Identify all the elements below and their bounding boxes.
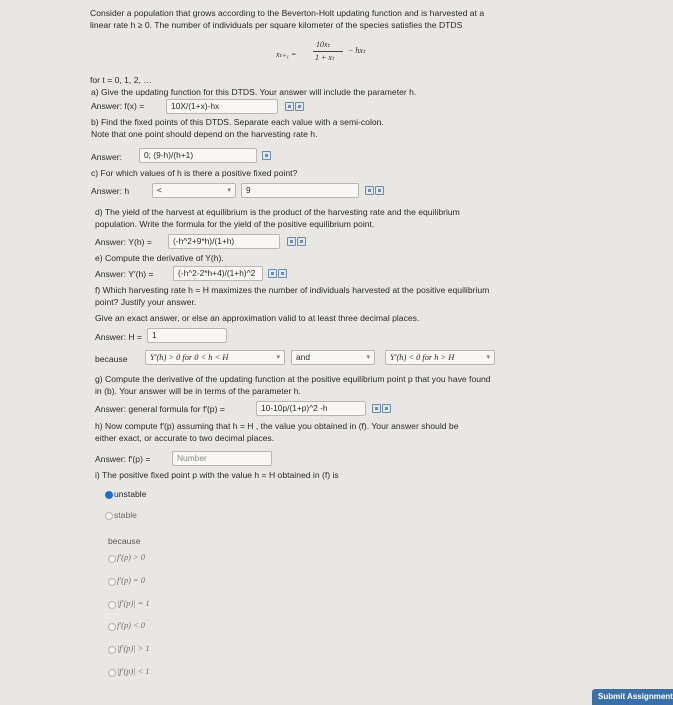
answer-e-input[interactable]: (-h^2-2*h+4)/(1+h)^2 xyxy=(173,266,263,281)
equation-lhs: xₜ₊₁ = xyxy=(276,50,297,59)
answer-f-input[interactable]: 1 xyxy=(147,328,227,343)
answer-c-relation-select[interactable] xyxy=(152,183,236,198)
answer-h-input[interactable]: Number xyxy=(172,451,272,466)
preview-icon[interactable] xyxy=(285,102,294,111)
justification-connector-select[interactable] xyxy=(291,350,375,365)
reason-label-1: f′(p) > 0 xyxy=(117,553,145,562)
answer-b-input[interactable]: 0; (9-h)/(h+1) xyxy=(139,148,257,163)
question-g: g) Compute the derivative of the updating function at the positive equilibrium point p that you have found xyxy=(95,374,491,384)
reason-radio-4[interactable] xyxy=(108,623,116,631)
radio-unstable-label: unstable xyxy=(114,489,147,499)
answer-c-label: Answer: h xyxy=(91,186,130,196)
equation-fraction-bar xyxy=(313,51,343,52)
submit-assignment-button[interactable]: Submit Assignment xyxy=(592,689,673,705)
reason-radio-3[interactable] xyxy=(108,601,116,609)
question-d-cont: population. Write the formula for the yield of the positive equilibrium point. xyxy=(95,219,375,229)
reason-label-6: |f′(p)| < 1 xyxy=(117,667,150,676)
preview-icon[interactable] xyxy=(262,151,271,160)
justification-select-2[interactable] xyxy=(385,350,495,365)
chevron-down-icon: ▾ xyxy=(366,354,370,361)
question-c: c) For which values of h is there a positive fixed point? xyxy=(91,168,298,178)
preview-icon[interactable] xyxy=(268,269,277,278)
for-t-text: for t = 0, 1, 2, … xyxy=(90,75,152,85)
answer-e-label: Answer: Y′(h) = xyxy=(95,269,154,279)
question-h: h) Now compute f′(p) assuming that h = H , the value you obtained in (f). Your answer should be xyxy=(95,421,459,431)
question-g-cont: in (b). Your answer will be in terms of the parameter h. xyxy=(95,386,301,396)
justification-connector-value: and xyxy=(296,352,310,362)
because-label-i: because xyxy=(108,536,141,546)
justification-select-1[interactable] xyxy=(145,350,285,365)
radio-stable-label: stable xyxy=(114,510,137,520)
question-e: e) Compute the derivative of Y(h). xyxy=(95,253,224,263)
answer-g-input[interactable]: 10-10p/(1+p)^2 -h xyxy=(256,401,366,416)
reason-label-2: f′(p) = 0 xyxy=(117,576,145,585)
preview-icon[interactable] xyxy=(372,404,381,413)
answer-c-relation-value: < xyxy=(157,185,162,195)
reason-radio-6[interactable] xyxy=(108,669,116,677)
reason-radio-1[interactable] xyxy=(108,555,116,563)
intro-line-1: Consider a population that grows according to the Beverton-Holt updating function and is harvested at a xyxy=(90,8,485,18)
question-d: d) The yield of the harvest at equilibrium is the product of the harvesting rate and the equilibrium xyxy=(95,207,460,217)
help-icon[interactable] xyxy=(295,102,304,111)
help-icon[interactable] xyxy=(382,404,391,413)
answer-b-label: Answer: xyxy=(91,152,123,162)
chevron-down-icon: ▾ xyxy=(276,354,280,361)
question-h-cont: either exact, or accurate to two decimal places. xyxy=(95,433,275,443)
question-a: a) Give the updating function for this DTDS. Your answer will include the parameter h. xyxy=(91,87,417,97)
answer-f-label: Answer: H = xyxy=(95,332,143,342)
preview-icon[interactable] xyxy=(365,186,374,195)
equation-numerator: 10xₜ xyxy=(316,40,330,49)
intro-line-2: linear rate h ≥ 0. The number of individuals per square kilometer of the species satisfies the DTDS xyxy=(90,20,463,30)
answer-d-input[interactable]: (-h^2+9*h)/(1+h) xyxy=(168,234,280,249)
reason-label-3: |f′(p)| = 1 xyxy=(117,599,150,608)
answer-a-input[interactable]: 10X/(1+x)-hx xyxy=(166,99,278,114)
question-f-cont: point? Justify your answer. xyxy=(95,297,197,307)
equation-tail: − hxₜ xyxy=(348,46,366,55)
radio-unstable[interactable] xyxy=(105,491,113,499)
help-icon[interactable] xyxy=(278,269,287,278)
justification-select-1-value: Y′(h) > 0 for 0 < h < H xyxy=(150,353,229,362)
radio-stable[interactable] xyxy=(105,512,113,520)
help-icon[interactable] xyxy=(375,186,384,195)
because-label: because xyxy=(95,354,128,364)
question-f: f) Which harvesting rate h = H maximizes the number of individuals harvested at the positive equilibrium xyxy=(95,285,490,295)
reason-radio-2[interactable] xyxy=(108,578,116,586)
question-b-note: Note that one point should depend on the harvesting rate h. xyxy=(91,129,318,139)
answer-a-label: Answer: f(x) = xyxy=(91,101,145,111)
question-b: b) Find the fixed points of this DTDS. Separate each value with a semi-colon. xyxy=(91,117,384,127)
answer-g-label: Answer: general formula for f′(p) = xyxy=(95,404,225,414)
chevron-down-icon: ▾ xyxy=(227,187,231,194)
reason-label-4: f′(p) < 0 xyxy=(117,621,145,630)
preview-icon[interactable] xyxy=(287,237,296,246)
answer-h-label: Answer: f′(p) = xyxy=(95,454,151,464)
reason-label-5: |f′(p)| > 1 xyxy=(117,644,150,653)
help-icon[interactable] xyxy=(297,237,306,246)
chevron-down-icon: ▾ xyxy=(486,354,490,361)
answer-d-label: Answer: Y(h) = xyxy=(95,237,152,247)
equation-denominator: 1 + xₜ xyxy=(315,53,335,62)
question-i: i) The positive fixed point p with the value h = H obtained in (f) is xyxy=(95,470,339,480)
justification-select-2-value: Y′(h) < 0 for h > H xyxy=(390,353,455,362)
answer-c-input[interactable]: 9 xyxy=(241,183,359,198)
question-f-instruction: Give an exact answer, or else an approximation valid to at least three decimal places. xyxy=(95,313,420,323)
reason-radio-5[interactable] xyxy=(108,646,116,654)
